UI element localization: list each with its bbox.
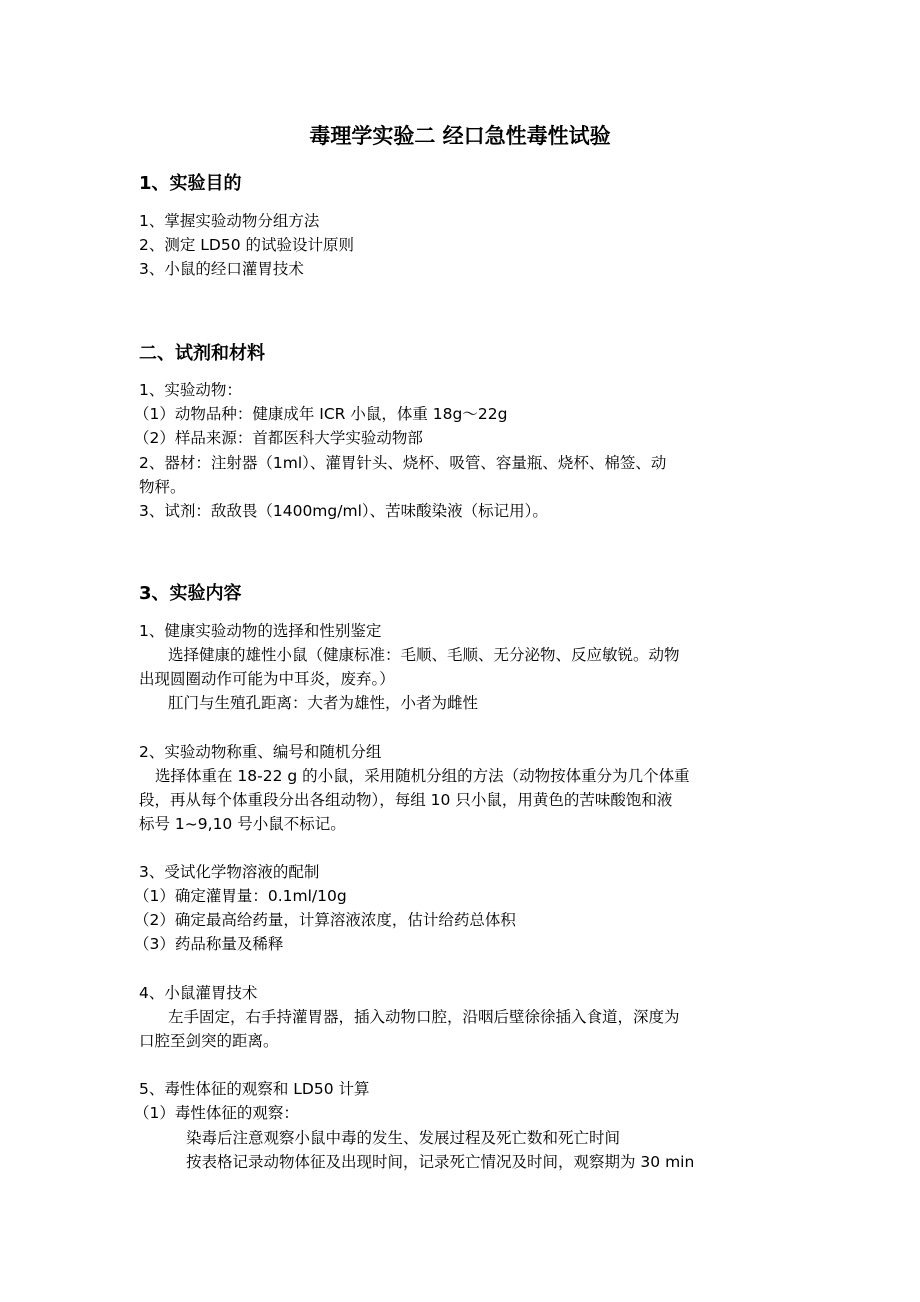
- text-line: （3）药品称量及稀释: [134, 935, 284, 953]
- text-line: （1）确定灌胃量：0.1ml/10g: [134, 887, 347, 905]
- text-line: 按表格记录动物体征及出现时间，记录死亡情况及时间，观察期为 30 min: [186, 1153, 695, 1171]
- text-line: （1）毒性体征的观察：: [134, 1104, 299, 1122]
- text-line: 出现圆圈动作可能为中耳炎，废弃。）: [139, 670, 395, 688]
- section-heading-materials: 二、试剂和材料: [139, 343, 265, 364]
- text-line: 左手固定，右手持灌胃器，插入动物口腔，沿咽后壁徐徐插入食道，深度为: [168, 1008, 680, 1026]
- text-line: 3、受试化学物溶液的配制: [139, 863, 320, 881]
- text-line: 物秤。: [139, 478, 186, 496]
- text-line: 肛门与生殖孔距离：大者为雄性，小者为雌性: [168, 694, 479, 712]
- text-line: 选择健康的雄性小鼠（健康标准：毛顺、毛顺、无分泌物、反应敏锐。动物: [168, 646, 680, 664]
- section-heading-content: 3、实验内容: [139, 583, 242, 604]
- text-line: （1）动物品种：健康成年 ICR 小鼠，体重 18g～22g: [134, 405, 508, 423]
- text-line: 染毒后注意观察小鼠中毒的发生、发展过程及死亡数和死亡时间: [186, 1129, 621, 1147]
- text-line: 1、掌握实验动物分组方法: [139, 212, 320, 230]
- text-line: 5、毒性体征的观察和 LD50 计算: [139, 1080, 370, 1098]
- text-line: 2、器材：注射器（1ml）、灌胃针头、烧杯、吸管、容量瓶、烧杯、棉签、动: [139, 454, 667, 472]
- text-line: 选择体重在 18-22 g 的小鼠，采用随机分组的方法（动物按体重分为几个体重: [155, 767, 690, 785]
- text-line: 口腔至剑突的距离。: [139, 1032, 279, 1050]
- text-line: 3、小鼠的经口灌胃技术: [139, 260, 304, 278]
- document-title: 毒理学实验二 经口急性毒性试验: [309, 124, 611, 148]
- text-line: （2）样品来源：首都医科大学实验动物部: [134, 429, 423, 447]
- text-line: 3、试剂：敌敌畏（1400mg/ml）、苦味酸染液（标记用）。: [139, 502, 548, 520]
- text-line: 2、实验动物称重、编号和随机分组: [139, 743, 382, 761]
- text-line: （2）确定最高给药量，计算溶液浓度，估计给药总体积: [134, 911, 516, 929]
- text-line: 4、小鼠灌胃技术: [139, 984, 258, 1002]
- section-heading-objectives: 1、实验目的: [139, 173, 242, 194]
- text-line: 2、测定 LD50 的试验设计原则: [139, 236, 355, 254]
- text-line: 标号 1~9,10 号小鼠不标记。: [139, 815, 346, 833]
- text-line: 1、健康实验动物的选择和性别鉴定: [139, 622, 382, 640]
- text-line: 段，再从每个体重段分出各组动物），每组 10 只小鼠，用黄色的苦味酸饱和液: [139, 791, 673, 809]
- text-line: 1、实验动物：: [139, 381, 242, 399]
